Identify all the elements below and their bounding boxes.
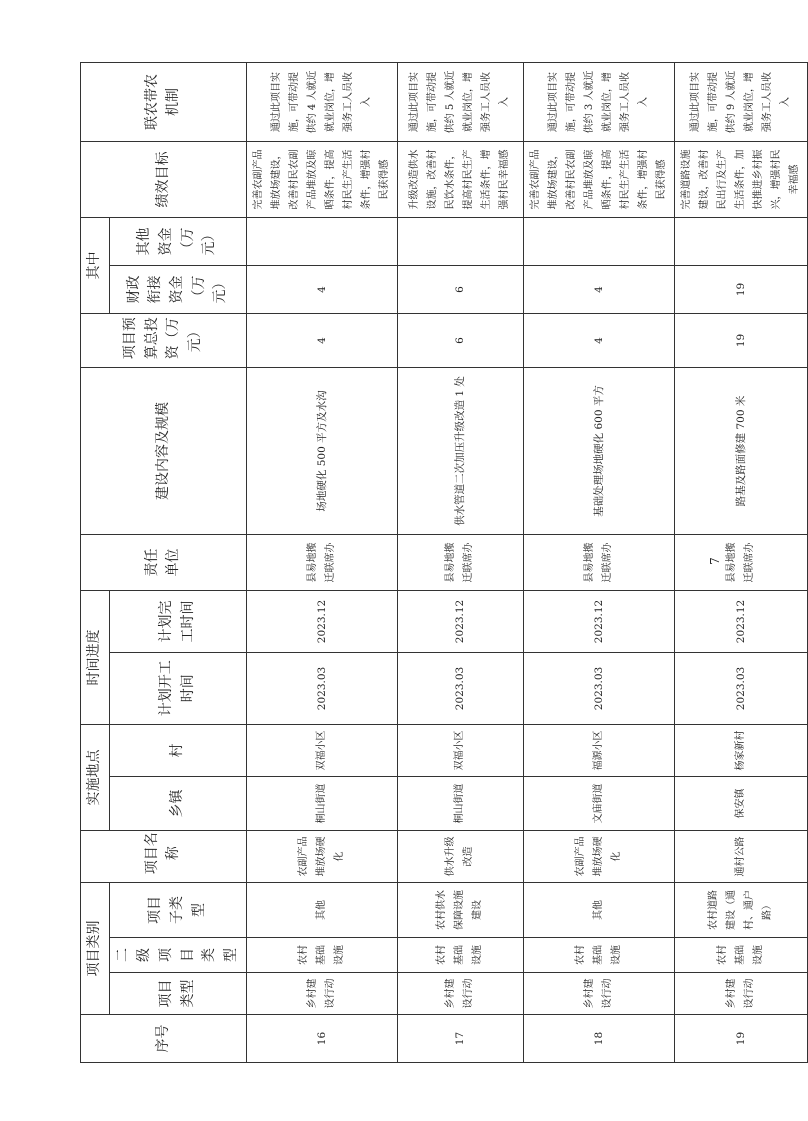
cell-linkage-mechanism: 通过此项目实施，可带动提供约 5 人就近就业岗位，增强务工人员收入 bbox=[397, 62, 523, 141]
cell-planned-end: 2023.12 bbox=[397, 590, 523, 652]
page-number: 7 bbox=[707, 557, 722, 565]
cell-budget-total: 19 bbox=[674, 313, 807, 367]
header-project-type bbox=[109, 973, 246, 1015]
cell-seq: 18 bbox=[523, 1015, 674, 1063]
cell-budget-total: 6 bbox=[397, 313, 523, 367]
cell-seq: 16 bbox=[246, 1015, 397, 1063]
cell-budget-total: 4 bbox=[523, 313, 674, 367]
cell-second-level-type: 农村基础设施 bbox=[674, 938, 807, 973]
header-performance-goal: 绩效目标 bbox=[81, 141, 247, 217]
header-second-level-type-text: 二级项目类型 bbox=[114, 948, 240, 963]
cell-project-type: 乡村建设行动 bbox=[246, 973, 397, 1015]
header-budget-total-text: 项目预算总投资（万元） bbox=[122, 317, 204, 360]
cell-second-level-type: 农村基础设施 bbox=[523, 938, 674, 973]
header-project-type-text: 项目类型 bbox=[158, 979, 196, 1008]
cell-other-funds bbox=[674, 217, 807, 265]
header-responsible-unit bbox=[81, 534, 247, 590]
header-project-category: 项目类别 bbox=[81, 882, 110, 1014]
cell-content-scale: 供水管道二次加压升级改造 1 处 bbox=[397, 367, 523, 534]
cell-sub-type: 其他 bbox=[523, 882, 674, 937]
cell-planned-end: 2023.12 bbox=[674, 590, 807, 652]
cell-linkage-mechanism: 通过此项目实施，可带动提供约 9 人就近就业岗位，增强务工人员收入 bbox=[674, 62, 807, 141]
header-project-name bbox=[81, 830, 247, 882]
cell-content-scale: 场地硬化 500 平方及水沟 bbox=[246, 367, 397, 534]
header-sub-type bbox=[109, 882, 246, 937]
cell-performance-goal: 升级改造供水设施，改善村民饮水条件，提高村民生产生活条件，增强村民幸福感 bbox=[397, 141, 523, 217]
cell-planned-start: 2023.03 bbox=[523, 652, 674, 724]
cell-other-funds bbox=[397, 217, 523, 265]
cell-second-level-type: 农村基础设施 bbox=[397, 938, 523, 973]
cell-project-type: 乡村建设行动 bbox=[523, 973, 674, 1015]
header-linkage-mechanism bbox=[81, 62, 247, 141]
header-planned-end-text: 计划完工时间 bbox=[158, 600, 196, 643]
cell-linkage-mechanism: 通过此项目实施，可带动提供约 4 人就近就业岗位，增强务工人员收入 bbox=[246, 62, 397, 141]
table-row bbox=[523, 62, 674, 1062]
header-other-funds-text: 其他资金（万元） bbox=[136, 227, 218, 256]
header-responsible-unit-text: 责任单位 bbox=[143, 548, 182, 577]
header-schedule: 时间进度 bbox=[81, 590, 110, 724]
cell-responsible-unit: 县易地搬迁联席办 bbox=[674, 534, 807, 590]
cell-responsible-unit: 县易地搬迁联席办 bbox=[523, 534, 674, 590]
cell-other-funds bbox=[246, 217, 397, 265]
cell-fiscal-funds: 4 bbox=[523, 265, 674, 313]
cell-content-scale: 基础处理场地硬化 600 平方 bbox=[523, 367, 674, 534]
table-row bbox=[397, 62, 523, 1062]
header-fiscal-funds bbox=[109, 265, 246, 313]
cell-performance-goal: 完善道路设施建设，改善村民出行及生产生活条件，加快推进乡村振兴，增强村民幸福感 bbox=[674, 141, 807, 217]
cell-project-name: 农副产品堆放场硬化 bbox=[246, 830, 397, 882]
cell-town: 桐山街道 bbox=[397, 776, 523, 830]
cell-village: 福源小区 bbox=[523, 724, 674, 776]
cell-performance-goal: 完善农副产品堆放场建设，改善村民农副产品堆放及晾晒条件，提高村民生产生活条件，增强村民获得感 bbox=[246, 141, 397, 217]
header-village: 村 bbox=[109, 724, 246, 776]
cell-linkage-mechanism: 通过此项目实施，可带动提供约 3 人就近就业岗位，增强务工人员收入 bbox=[523, 62, 674, 141]
cell-project-name: 农副产品堆放场硬化 bbox=[523, 830, 674, 882]
cell-planned-start: 2023.03 bbox=[397, 652, 523, 724]
header-content-scale: 建设内容及规模 bbox=[81, 367, 247, 534]
cell-town: 桐山街道 bbox=[246, 776, 397, 830]
cell-village: 杨家新村 bbox=[674, 724, 807, 776]
cell-fiscal-funds: 19 bbox=[674, 265, 807, 313]
header-sub-type-text: 项目子类型 bbox=[147, 896, 207, 924]
cell-sub-type: 农村道路建设（通村、通户路） bbox=[674, 882, 807, 937]
header-location: 实施地点 bbox=[81, 724, 110, 830]
cell-town: 文庙街道 bbox=[523, 776, 674, 830]
cell-planned-start: 2023.03 bbox=[246, 652, 397, 724]
cell-content-scale: 路基及路面修建 700 米 bbox=[674, 367, 807, 534]
cell-project-name: 供水升级改造 bbox=[397, 830, 523, 882]
header-fiscal-funds-text: 财政衔接资金（万元） bbox=[125, 275, 229, 304]
cell-planned-end: 2023.12 bbox=[246, 590, 397, 652]
cell-project-type: 乡村建设行动 bbox=[674, 973, 807, 1015]
cell-budget-total: 4 bbox=[246, 313, 397, 367]
cell-sub-type: 其他 bbox=[246, 882, 397, 937]
header-project-name-text: 项目名称 bbox=[143, 832, 182, 875]
cell-responsible-unit: 县易地搬迁联席办 bbox=[246, 534, 397, 590]
header-other-funds bbox=[109, 217, 246, 265]
header-planned-start-text: 计划开工时间 bbox=[158, 660, 196, 717]
cell-project-type: 乡村建设行动 bbox=[397, 973, 523, 1015]
header-budget-total bbox=[81, 313, 247, 367]
cell-village: 双福小区 bbox=[397, 724, 523, 776]
table-row bbox=[674, 62, 807, 1062]
cell-responsible-unit: 县易地搬迁联席办 bbox=[397, 534, 523, 590]
rotated-table-container bbox=[80, 63, 800, 1063]
cell-performance-goal: 完善农副产品堆放场建设，改善村民农副产品堆放及晾晒条件，提高村民生产生活条件，增强村民获得感 bbox=[523, 141, 674, 217]
table-row bbox=[246, 62, 397, 1062]
header-seq: 序号 bbox=[81, 1015, 247, 1063]
header-of-which: 其中 bbox=[81, 217, 110, 313]
header-linkage-mechanism-text: 联农带农机制 bbox=[143, 73, 182, 130]
cell-project-name: 通村公路 bbox=[674, 830, 807, 882]
cell-second-level-type: 农村基础设施 bbox=[246, 938, 397, 973]
cell-fiscal-funds: 6 bbox=[397, 265, 523, 313]
cell-sub-type: 农村供水保障设施建设 bbox=[397, 882, 523, 937]
header-planned-start bbox=[109, 652, 246, 724]
cell-village: 双福小区 bbox=[246, 724, 397, 776]
cell-seq: 17 bbox=[397, 1015, 523, 1063]
header-planned-end bbox=[109, 590, 246, 652]
cell-other-funds bbox=[523, 217, 674, 265]
cell-planned-end: 2023.12 bbox=[523, 590, 674, 652]
cell-town: 保安镇 bbox=[674, 776, 807, 830]
header-town: 乡镇 bbox=[109, 776, 246, 830]
header-second-level-type bbox=[109, 938, 246, 973]
cell-planned-start: 2023.03 bbox=[674, 652, 807, 724]
project-table bbox=[80, 62, 808, 1063]
header-row-1 bbox=[81, 62, 110, 1062]
cell-seq: 19 bbox=[674, 1015, 807, 1063]
cell-fiscal-funds: 4 bbox=[246, 265, 397, 313]
